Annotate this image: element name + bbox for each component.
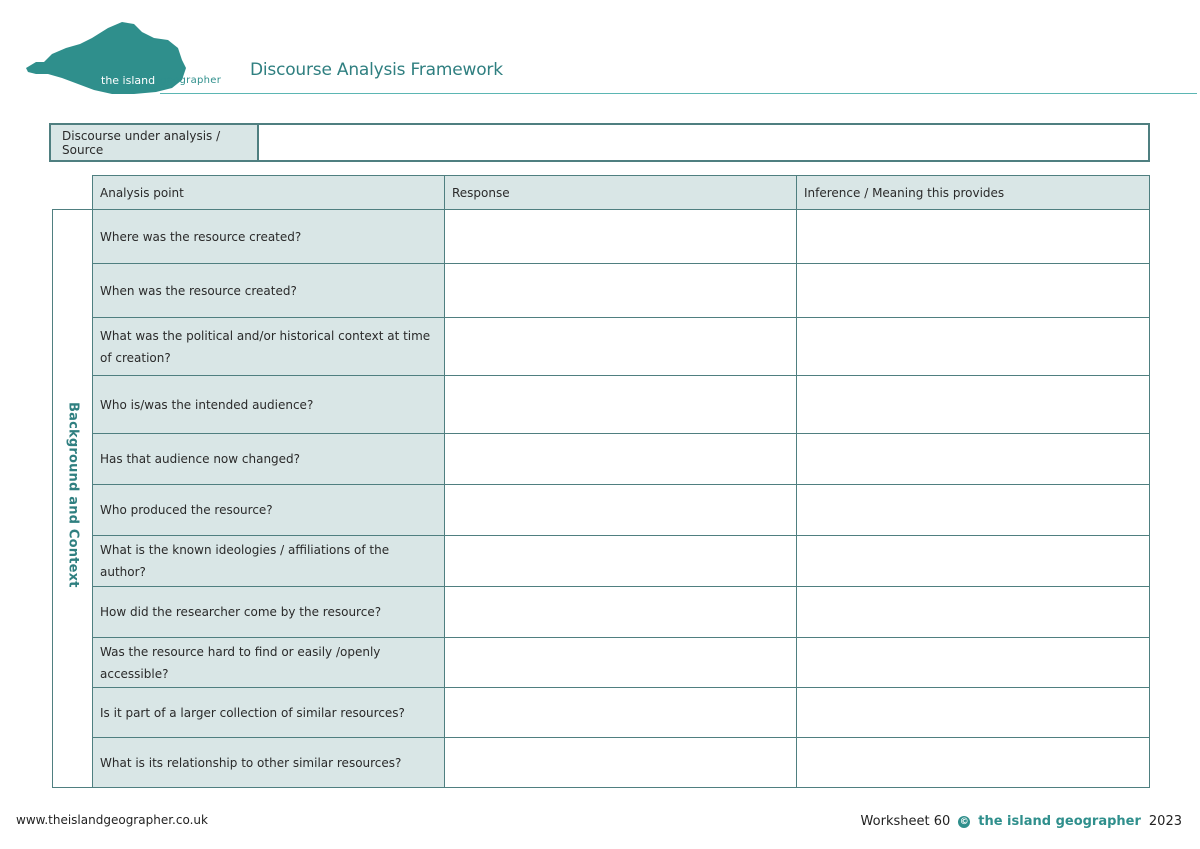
column-header-response: Response (445, 176, 797, 210)
response-cell[interactable] (445, 264, 797, 318)
table-corner (53, 176, 93, 210)
page-title: Discourse Analysis Framework (250, 60, 503, 80)
inference-cell[interactable] (797, 434, 1150, 485)
response-cell[interactable] (445, 688, 797, 738)
inference-cell[interactable] (797, 210, 1150, 264)
analysis-table (52, 175, 1150, 788)
analysis-point-cell: Where was the resource created? (93, 210, 445, 264)
response-cell[interactable] (445, 376, 797, 434)
analysis-point-cell: Was the resource hard to find or easily /openly accessible? (93, 638, 445, 688)
table-row (53, 376, 1150, 434)
worksheet-number: Worksheet 60 (860, 814, 951, 829)
table-row (53, 318, 1150, 376)
inference-cell[interactable] (797, 638, 1150, 688)
footer-credit (861, 814, 1182, 829)
analysis-point-cell: How did the researcher come by the resource? (93, 587, 445, 638)
header-divider (160, 93, 1197, 94)
footer-website-link[interactable]: www.theislandgeographer.co.uk (16, 813, 208, 827)
table-row (53, 536, 1150, 587)
inference-cell[interactable] (797, 688, 1150, 738)
response-cell[interactable] (445, 210, 797, 264)
response-cell[interactable] (445, 587, 797, 638)
response-cell[interactable] (445, 318, 797, 376)
response-cell[interactable] (445, 434, 797, 485)
table-row (53, 688, 1150, 738)
logo-text-island: the island (101, 74, 156, 87)
footer-brand: the island geographer (978, 814, 1141, 829)
table-row (53, 434, 1150, 485)
response-cell[interactable] (445, 536, 797, 587)
analysis-point-cell: Has that audience now changed? (93, 434, 445, 485)
logo (22, 18, 222, 98)
source-field-row (49, 123, 1150, 162)
analysis-point-cell: What is the known ideologies / affiliations of the author? (93, 536, 445, 587)
analysis-point-cell: Who produced the resource? (93, 485, 445, 536)
inference-cell[interactable] (797, 264, 1150, 318)
analysis-point-cell: What is its relationship to other similar resources? (93, 738, 445, 788)
source-label: Discourse under analysis / Source (51, 125, 259, 160)
inference-cell[interactable] (797, 376, 1150, 434)
section-label: Background and Context (65, 402, 81, 588)
copyright-icon: © (959, 816, 969, 827)
source-input[interactable] (259, 125, 1148, 160)
section-label-cell (53, 210, 93, 788)
analysis-point-cell: Is it part of a larger collection of similar resources? (93, 688, 445, 738)
inference-cell[interactable] (797, 318, 1150, 376)
analysis-point-cell: What was the political and/or historical context at time of creation? (93, 318, 445, 376)
column-header-analysis-point: Analysis point (93, 176, 445, 210)
table-row (53, 738, 1150, 788)
inference-cell[interactable] (797, 738, 1150, 788)
footer-year: 2023 (1148, 814, 1182, 829)
response-cell[interactable] (445, 485, 797, 536)
response-cell[interactable] (445, 638, 797, 688)
table-row (53, 264, 1150, 318)
analysis-point-cell: When was the resource created? (93, 264, 445, 318)
inference-cell[interactable] (797, 587, 1150, 638)
inference-cell[interactable] (797, 536, 1150, 587)
table-header-row (53, 176, 1150, 210)
response-cell[interactable] (445, 738, 797, 788)
table-row (53, 638, 1150, 688)
inference-cell[interactable] (797, 485, 1150, 536)
analysis-point-cell: Who is/was the intended audience? (93, 376, 445, 434)
column-header-inference: Inference / Meaning this provides (797, 176, 1150, 210)
logo-text-geographer: geographer (160, 75, 222, 86)
table-row (53, 587, 1150, 638)
table-row (53, 210, 1150, 264)
table-row (53, 485, 1150, 536)
